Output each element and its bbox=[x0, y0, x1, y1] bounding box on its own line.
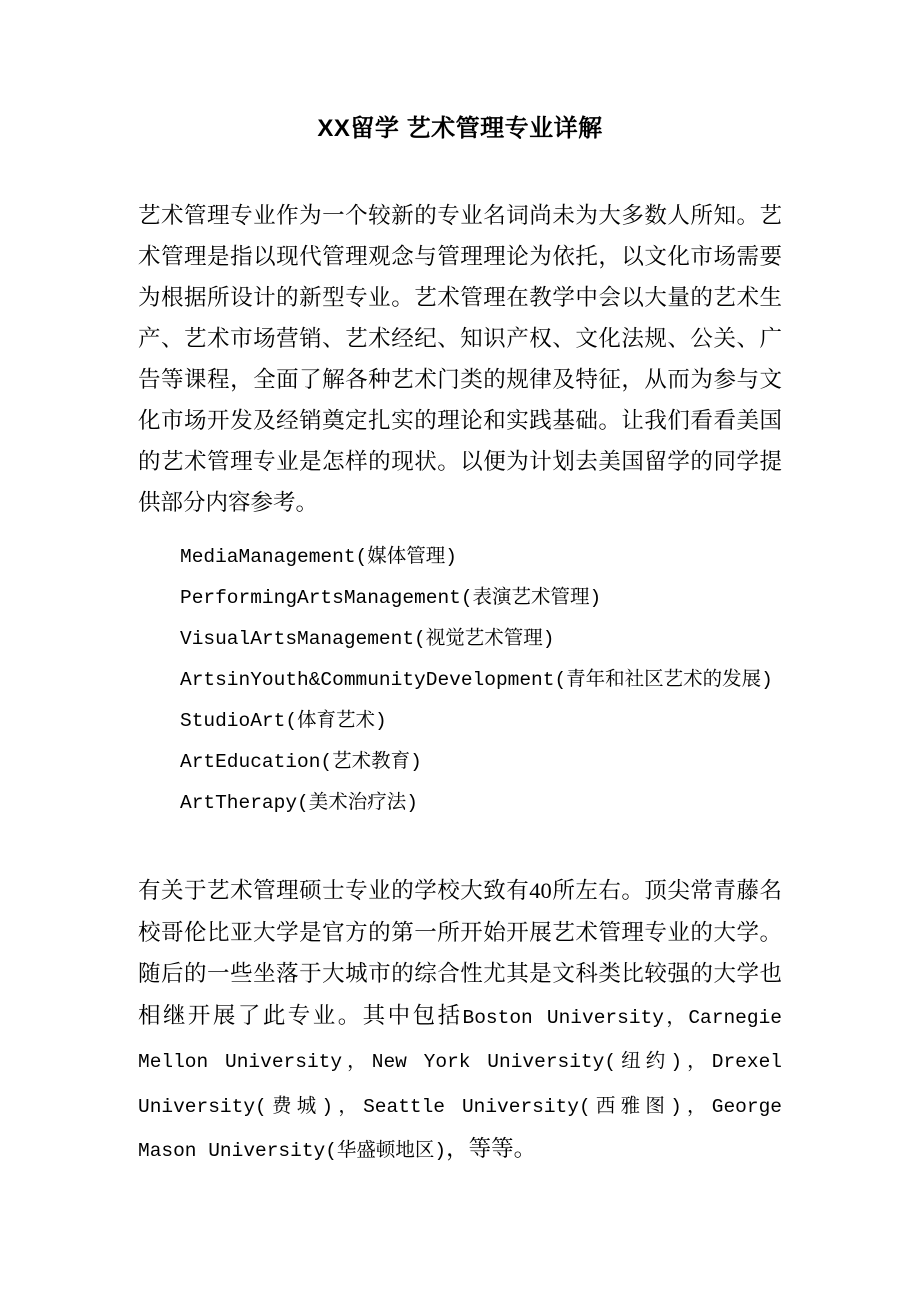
universities-paragraph-tail: ，等等。 bbox=[446, 1136, 537, 1161]
list-item: ArtsinYouth&CommunityDevelopment(青年和社区艺术的发展) bbox=[180, 669, 773, 691]
page-title: XX留学 艺术管理专业详解 bbox=[317, 115, 603, 142]
list-item: PerformingArtsManagement(表演艺术管理) bbox=[180, 587, 602, 609]
universities-paragraph bbox=[138, 824, 782, 1173]
list-item: ArtEducation(艺术教育) bbox=[180, 751, 422, 773]
intro-paragraph: 艺术管理专业作为一个较新的专业名词尚未为大多数人所知。艺术管理是指以现代管理观念与管理理论为依托，以文化市场需要为根据所设计的新型专业。艺术管理在教学中会以大量的艺术生产、艺术市场营销、艺术经纪、知识产权、文化法规、公关、广告等课程，全面了解各种艺术门类的规律及特征，从而为参与文化市场开发及经销奠定扎实的理论和实践基础。让我们看看美国的艺术管理专业是怎样的现状。以便为计划去美国留学的同学提供部分内容参考。 bbox=[138, 203, 782, 515]
list-item: ArtTherapy(美术治疗法) bbox=[180, 792, 418, 814]
universities-paragraph-lead: 有关于艺术管理硕士专业的学校大致有40所左右。顶尖常青藤名校哥伦比亚大学是官方的第一所开始开展艺术管理专业的大学。随后的一些坐落于大城市的综合性尤其是文科类比较强的大学也相继开展了此专业。其中包括 bbox=[138, 878, 782, 1028]
list-item: MediaManagement(媒体管理) bbox=[180, 546, 457, 568]
university-names: Boston University，Carnegie Mellon University，New York University(纽约)，Drexel University(费城)，Seattle University(西雅图)，George Mason University(华盛顿地区) bbox=[138, 1006, 782, 1162]
program-list bbox=[138, 523, 782, 824]
list-item: VisualArtsManagement(视觉艺术管理) bbox=[180, 628, 555, 650]
list-item: StudioArt(体育艺术) bbox=[180, 710, 387, 732]
